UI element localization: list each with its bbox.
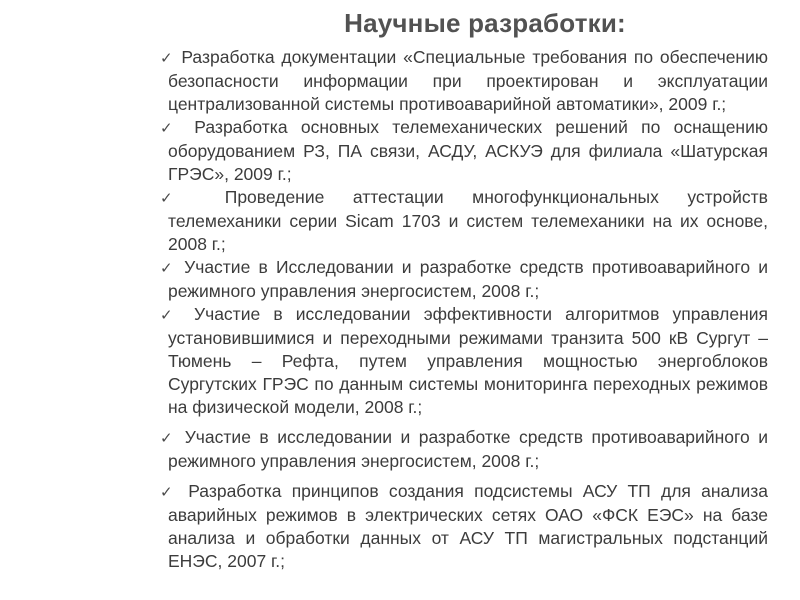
list-item [160,116,768,186]
bullet-text: Разработка принципов создания подсистемы АСУ ТП для анализа аварийных режимов в электрических сетях ОАО «ФСК ЕЭС» на базе анализа и обработки данных от АСУ ТП магистральных подстанций ЕНЭС, 2007 г.; [168,481,768,571]
check-bullet-icon: ✓ [160,120,181,137]
bullet-text: Участие в Исследовании и разработке средств противоаварийного и режимного управления энергосистем, 2008 г.; [168,257,768,301]
bullet-text: Разработка основных телемеханических решений по оснащению оборудованием РЗ, ПА связи, АСДУ, АСКУЭ для филиала «Шатурская ГРЭС», 2009 г.; [168,117,768,184]
list-item [160,426,768,473]
check-bullet-icon: ✓ [160,190,197,207]
check-bullet-icon: ✓ [160,260,176,277]
check-bullet-icon: ✓ [160,50,175,67]
slide-title: Научные разработки: [344,8,626,38]
list-item [160,303,768,419]
bullet-list [160,46,768,573]
list-item [160,46,768,116]
bullet-text: Проведение аттестации многофункциональных устройств телемеханики серии Sicam 1703 и систем телемеханики на их основе, 2008 г.; [168,187,768,254]
check-bullet-icon: ✓ [160,484,178,501]
list-item [160,186,768,256]
check-bullet-icon: ✓ [160,307,181,324]
check-bullet-icon: ✓ [160,430,177,447]
list-item [160,256,768,303]
bullet-text: Участие в исследовании эффективности алгоритмов управления установившимися и переходными режимами транзита 500 кВ Сургут – Тюмень – Рефта, путем управления мощностью энергоблоков Сургутских ГРЭС по данным системы мониторинга переходных режимов на физической модели, 2008 г.; [168,304,768,417]
bullet-text: Участие в исследовании и разработке средств противоаварийного и режимного управления энергосистем, 2008 г.; [168,427,768,471]
bullet-text: Разработка документации «Специальные требования по обеспечению безопасности информации при проектирован и эксплуатации централизованной системы противоаварийной автоматики», 2009 г.; [168,47,768,114]
list-item [160,480,768,573]
